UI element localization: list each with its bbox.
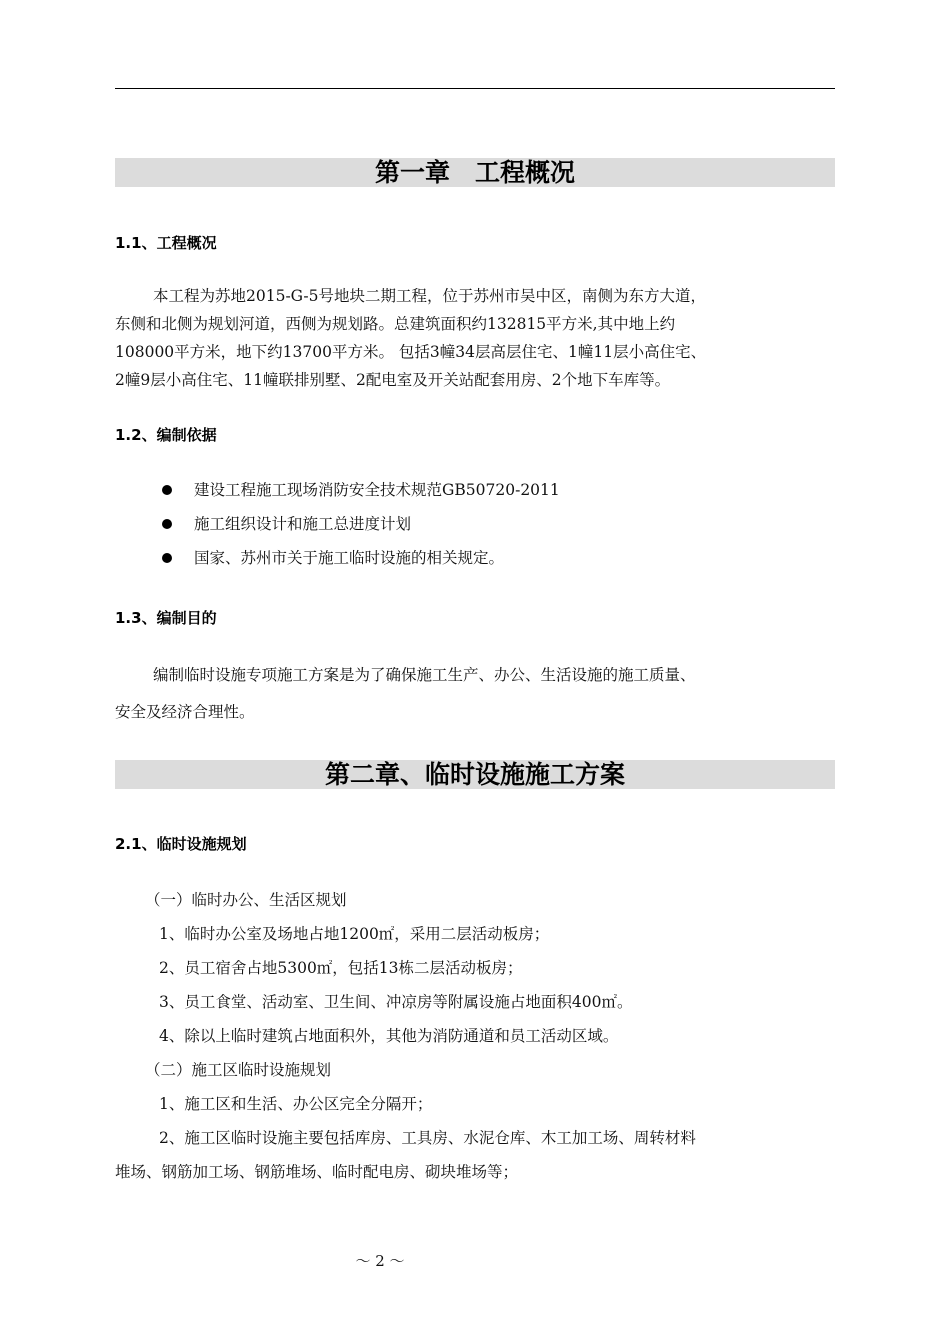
section-2-1-heading: 2.1、临时设施规划 [115, 835, 247, 853]
list-item: 2、施工区临时设施主要包括库房、工具房、水泥仓库、木工加工场、周转材料 [159, 1129, 696, 1147]
list-item-text: 施工组织设计和施工总进度计划 [194, 515, 412, 533]
list-item [160, 473, 840, 507]
list-item [160, 507, 840, 541]
list-item: 3、员工食堂、活动室、卫生间、冲凉房等附属设施占地面积400㎡。 [159, 993, 633, 1011]
chapter-1-title: 第一章 工程概况 [115, 158, 835, 187]
basis-bullet-list [160, 473, 840, 575]
paragraph-line: 安全及经济合理性。 [115, 703, 255, 721]
list-item: 1、临时办公室及场地占地1200㎡，采用二层活动板房； [159, 925, 550, 943]
page-number: ～ 2 ～ [355, 1252, 405, 1270]
list-item [160, 541, 840, 575]
list-item-text: 建设工程施工现场消防安全技术规范GB50720-2011 [194, 481, 560, 499]
paragraph-line: 108000平方米，地下约13700平方米。 包括3幢34层高层住宅、1幢11层小高住宅、 [115, 343, 707, 361]
list-item: 4、除以上临时建筑占地面积外，其他为消防通道和员工活动区域。 [159, 1027, 619, 1045]
paragraph-line: 2幢9层小高住宅、11幢联排别墅、2配电室及开关站配套用房、2个地下车库等。 [115, 371, 671, 389]
list-item: 堆场、钢筋加工场、钢筋堆场、临时配电房、砌块堆场等； [115, 1163, 519, 1181]
list-item: （一）临时办公、生活区规划 [145, 891, 347, 909]
bullet-icon [162, 553, 172, 563]
bullet-icon [162, 485, 172, 495]
paragraph-line: 东侧和北侧为规划河道，西侧为规划路。总建筑面积约132815平方米,其中地上约 [115, 315, 676, 333]
paragraph-line: 本工程为苏地2015-G-5号地块二期工程，位于苏州市吴中区，南侧为东方大道， [153, 287, 706, 305]
section-1-3-heading: 1.3、编制目的 [115, 609, 217, 627]
section-1-1-body [115, 282, 840, 394]
list-item-text: 国家、苏州市关于施工临时设施的相关规定。 [194, 549, 505, 567]
list-item: 1、施工区和生活、办公区完全分隔开； [159, 1095, 433, 1113]
facility-plan-list [115, 883, 840, 1189]
chapter-2-title: 第二章、临时设施施工方案 [115, 760, 835, 789]
section-1-2-heading: 1.2、编制依据 [115, 426, 217, 444]
list-item: （二）施工区临时设施规划 [145, 1061, 332, 1079]
paragraph-line: 编制临时设施专项施工方案是为了确保施工生产、办公、生活设施的施工质量、 [153, 666, 696, 684]
list-item: 2、员工宿舍占地5300㎡，包括13栋二层活动板房； [159, 959, 523, 977]
section-1-3-body [115, 660, 840, 726]
section-1-1-heading: 1.1、工程概况 [115, 234, 217, 252]
bullet-icon [162, 519, 172, 529]
header-rule [115, 88, 835, 89]
